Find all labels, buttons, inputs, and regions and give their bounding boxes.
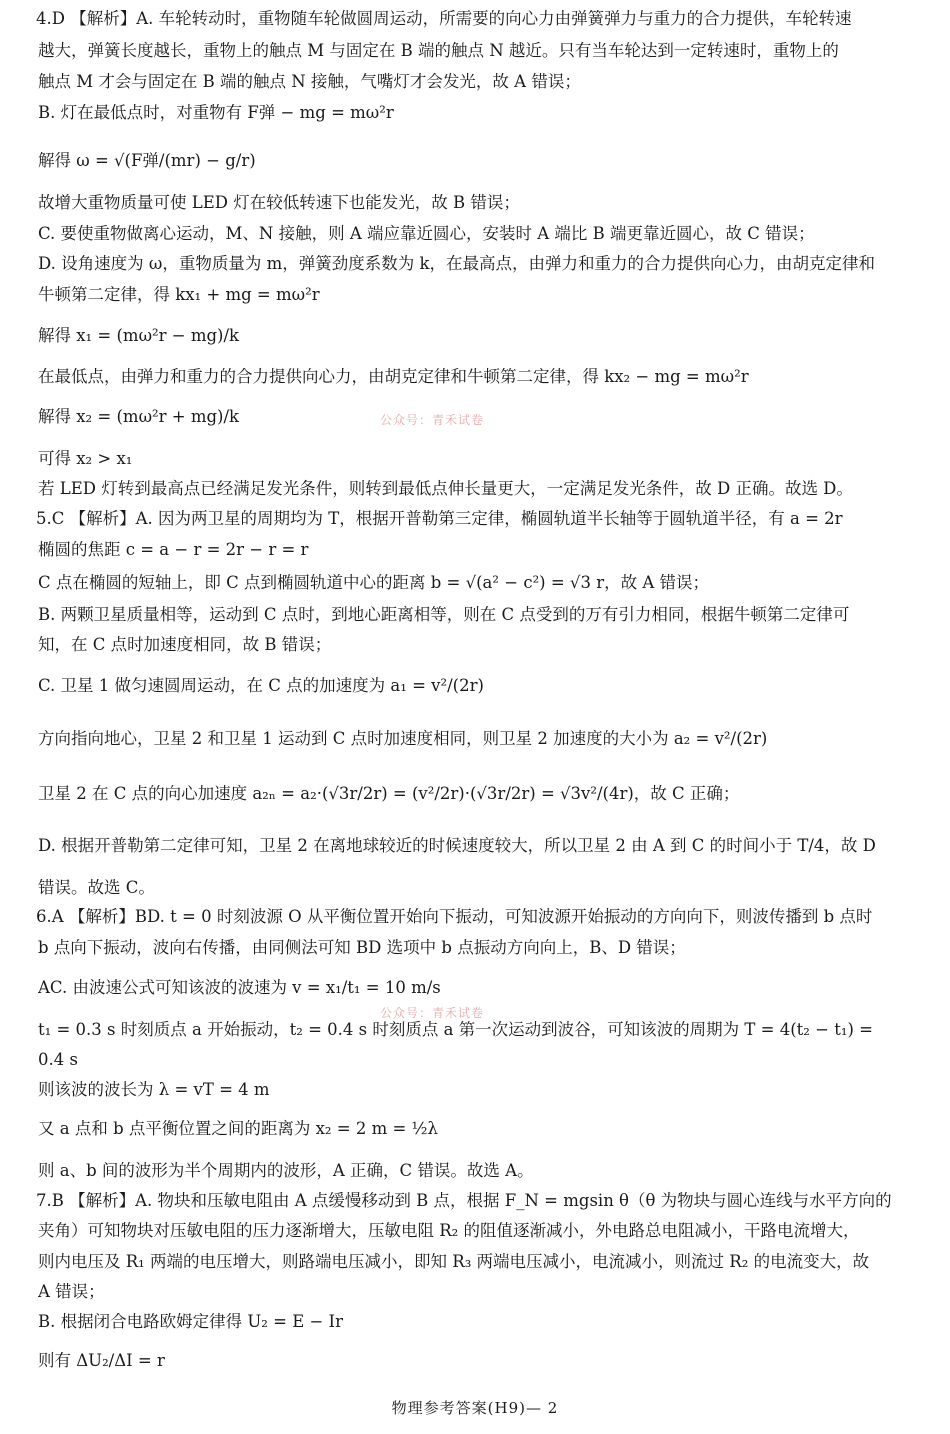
text-line: 7.B 【解析】A. 物块和压敏电阻由 A 点缓慢移动到 B 点，根据 F_N = mgsin θ（θ 为物块与圆心连线与水平方向的	[36, 1191, 892, 1210]
text-line: 若 LED 灯转到最高点已经满足发光条件，则转到最低点伸长量更大，一定满足发光条件，故 D 正确。故选 D。	[38, 479, 853, 498]
text-line: 则 a、b 间的波形为半个周期内的波形，A 正确，C 错误。故选 A。	[38, 1161, 534, 1180]
text-line: 可得 x₂ > x₁	[38, 449, 133, 468]
formula-line: 又 a 点和 b 点平衡位置之间的距离为 x₂ = 2 m = ½λ	[38, 1119, 439, 1138]
text-line: B. 根据闭合电路欧姆定律得 U₂ = E − Ir	[38, 1312, 343, 1331]
formula-line: C. 卫星 1 做匀速圆周运动，在 C 点的加速度为 a₁ = v²/(2r)	[38, 676, 484, 695]
text-line: B. 灯在最低点时，对重物有 F弹 − mg = mω²r	[38, 103, 394, 122]
text-line: 4.D 【解析】A. 车轮转动时，重物随车轮做圆周运动，所需要的向心力由弹簧弹力与重力的合力提供，车轮转速	[36, 9, 852, 28]
text-line: 故增大重物质量可使 LED 灯在较低转速下也能发光，故 B 错误；	[38, 193, 520, 212]
text-line: 6.A 【解析】BD. t = 0 时刻波源 O 从平衡位置开始向下振动，可知波源开始振动的方向向下，则波传播到 b 点时	[36, 907, 873, 926]
formula-line: 卫星 2 在 C 点的向心加速度 a₂ₙ = a₂·(√3r/2r) = (v²/2r)·(√3r/2r) = √3v²/(4r)，故 C 正确；	[38, 784, 740, 803]
text-line: 5.C 【解析】A. 因为两卫星的周期均为 T，根据开普勒第三定律，椭圆轨道半长轴等于圆轨道半径，有 a = 2r	[36, 509, 843, 528]
text-line: 牛顿第二定律，得 kx₁ + mg = mω²r	[38, 285, 320, 304]
text-line: B. 两颗卫星质量相等，运动到 C 点时，到地心距离相等，则在 C 点受到的万有引力相同，根据牛顿第二定律可	[38, 605, 850, 624]
text-line: 触点 M 才会与固定在 B 端的触点 N 接触，气嘴灯才会发光，故 A 错误；	[38, 72, 581, 91]
formula-line: 解得 x₂ = (mω²r + mg)/k	[38, 407, 240, 426]
formula-line: 方向指向地心，卫星 2 和卫星 1 运动到 C 点时加速度相同，则卫星 2 加速度的大小为 a₂ = v²/(2r)	[38, 729, 768, 748]
text-line: 夹角）可知物块对压敏电阻的压力逐渐增大，压敏电阻 R₂ 的阻值逐渐减小，外电路总电阻减小，干路电流增大，	[38, 1221, 860, 1240]
text-line: t₁ = 0.3 s 时刻质点 a 开始振动，t₂ = 0.4 s 时刻质点 a 第一次运动到波谷，可知该波的周期为 T = 4(t₂ − t₁) =	[38, 1020, 873, 1039]
formula-line: 则有 ΔU₂/ΔI = r	[38, 1351, 165, 1370]
text-line: 椭圆的焦距 c = a − r = 2r − r = r	[38, 540, 309, 559]
watermark: 公众号：青禾试卷	[380, 413, 485, 427]
formula-line: 解得 ω = √(F弹/(mr) − g/r)	[38, 151, 256, 170]
text-line: 错误。故选 C。	[38, 878, 155, 897]
text-line: b 点向下振动，波向右传播，由同侧法可知 BD 选项中 b 点振动方向向上，B、D 错误；	[38, 938, 686, 957]
text-line: 则该波的波长为 λ = vT = 4 m	[38, 1080, 270, 1099]
text-line: A 错误；	[38, 1282, 105, 1301]
text-line: 则内电压及 R₁ 两端的电压增大，则路端电压减小，即知 R₃ 两端电压减小，电流减小，则流过 R₂ 的电流变大，故	[38, 1252, 870, 1271]
formula-line: 解得 x₁ = (mω²r − mg)/k	[38, 326, 240, 345]
text-line: C 点在椭圆的短轴上，即 C 点到椭圆轨道中心的距离 b = √(a² − c²) = √3 r，故 A 错误；	[38, 573, 709, 592]
text-line: D. 设角速度为 ω，重物质量为 m，弹簧劲度系数为 k，在最高点，由弹力和重力的合力提供向心力，由胡克定律和	[38, 254, 875, 273]
formula-line: AC. 由波速公式可知该波的波速为 v = x₁/t₁ = 10 m/s	[38, 978, 441, 997]
watermark: 公众号：青禾试卷	[380, 1006, 485, 1020]
text-line: 知，在 C 点时加速度相同，故 B 错误；	[38, 635, 332, 654]
text-line: D. 根据开普勒第二定律可知，卫星 2 在离地球较近的时候速度较大，所以卫星 2 由 A 到 C 的时间小于 T/4，故 D	[38, 836, 876, 855]
text-line: 越大，弹簧长度越长，重物上的触点 M 与固定在 B 端的触点 N 越近。只有当车轮达到一定转速时，重物上的	[38, 41, 839, 60]
text-line: C. 要使重物做离心运动，M、N 接触，则 A 端应靠近圆心，安装时 A 端比 B 端更靠近圆心，故 C 错误；	[38, 224, 815, 243]
text-line: 在最低点，由弹力和重力的合力提供向心力，由胡克定律和牛顿第二定律，得 kx₂ − mg = mω²r	[38, 367, 749, 386]
page-footer: 物理参考答案(H9)— 2	[391, 1399, 559, 1417]
text-line: 0.4 s	[38, 1050, 78, 1069]
